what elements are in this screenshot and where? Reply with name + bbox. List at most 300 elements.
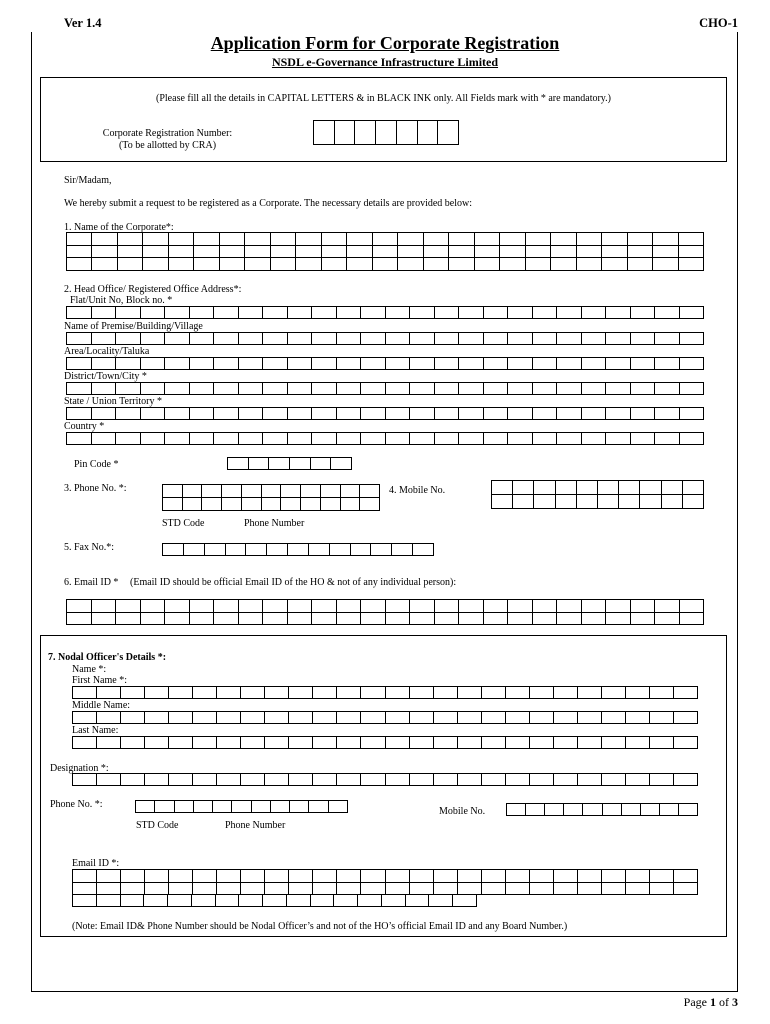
char-box[interactable] — [674, 687, 698, 699]
char-box[interactable] — [92, 233, 117, 246]
char-box[interactable] — [484, 333, 509, 345]
char-box[interactable] — [482, 883, 506, 896]
char-box[interactable] — [410, 408, 435, 420]
char-box[interactable] — [337, 433, 362, 445]
char-box[interactable] — [506, 737, 530, 749]
char-box[interactable] — [533, 408, 558, 420]
char-box[interactable] — [533, 433, 558, 445]
char-box[interactable] — [165, 433, 190, 445]
char-box[interactable] — [513, 495, 534, 509]
char-box[interactable] — [526, 804, 545, 816]
char-box[interactable] — [168, 894, 192, 907]
email-boxes[interactable] — [66, 599, 704, 625]
char-box[interactable] — [92, 333, 117, 345]
char-box[interactable] — [241, 870, 265, 883]
char-box[interactable] — [660, 804, 679, 816]
char-box[interactable] — [680, 358, 705, 370]
char-box[interactable] — [347, 246, 372, 259]
char-box[interactable] — [533, 383, 558, 395]
char-box[interactable] — [141, 433, 166, 445]
char-box[interactable] — [217, 712, 241, 724]
char-box[interactable] — [626, 712, 650, 724]
char-box[interactable] — [554, 774, 578, 786]
char-box[interactable] — [289, 712, 313, 724]
char-box[interactable] — [577, 258, 602, 271]
char-box[interactable] — [97, 894, 121, 907]
char-box[interactable] — [628, 233, 653, 246]
char-box[interactable] — [508, 433, 533, 445]
char-box[interactable] — [312, 433, 337, 445]
char-box[interactable] — [312, 408, 337, 420]
char-box[interactable] — [557, 383, 582, 395]
crn-boxes[interactable] — [313, 120, 459, 145]
char-box[interactable] — [564, 804, 583, 816]
char-box[interactable] — [245, 258, 270, 271]
char-box[interactable] — [263, 433, 288, 445]
char-box[interactable] — [534, 495, 555, 509]
char-box[interactable] — [386, 383, 411, 395]
char-box[interactable] — [193, 737, 217, 749]
char-box[interactable] — [434, 687, 458, 699]
char-box[interactable] — [67, 433, 92, 445]
char-box[interactable] — [214, 358, 239, 370]
char-box[interactable] — [239, 408, 264, 420]
char-box[interactable] — [288, 433, 313, 445]
char-box[interactable] — [508, 358, 533, 370]
char-box[interactable] — [67, 408, 92, 420]
char-box[interactable] — [508, 600, 533, 613]
char-box[interactable] — [679, 233, 704, 246]
char-box[interactable] — [680, 408, 705, 420]
char-box[interactable] — [288, 408, 313, 420]
char-box[interactable] — [392, 544, 413, 556]
char-box[interactable] — [582, 433, 607, 445]
char-box[interactable] — [674, 712, 698, 724]
char-box[interactable] — [312, 333, 337, 345]
char-box[interactable] — [249, 458, 270, 470]
char-box[interactable] — [554, 712, 578, 724]
char-box[interactable] — [602, 737, 626, 749]
char-box[interactable] — [438, 121, 459, 145]
char-box[interactable] — [281, 485, 301, 498]
char-box[interactable] — [484, 408, 509, 420]
char-box[interactable] — [506, 687, 530, 699]
char-box[interactable] — [73, 774, 97, 786]
char-box[interactable] — [530, 737, 554, 749]
char-box[interactable] — [500, 258, 525, 271]
char-box[interactable] — [213, 801, 232, 813]
char-box[interactable] — [263, 333, 288, 345]
char-box[interactable] — [143, 246, 168, 259]
char-box[interactable] — [533, 307, 558, 319]
char-box[interactable] — [435, 358, 460, 370]
char-box[interactable] — [551, 246, 576, 259]
char-box[interactable] — [92, 600, 117, 613]
char-box[interactable] — [413, 544, 434, 556]
char-box[interactable] — [145, 712, 169, 724]
char-box[interactable] — [492, 495, 513, 509]
char-box[interactable] — [386, 613, 411, 626]
char-box[interactable] — [311, 894, 335, 907]
char-box[interactable] — [288, 358, 313, 370]
char-box[interactable] — [492, 481, 513, 495]
char-box[interactable] — [193, 870, 217, 883]
char-box[interactable] — [554, 883, 578, 896]
char-box[interactable] — [97, 712, 121, 724]
char-box[interactable] — [577, 495, 598, 509]
char-box[interactable] — [121, 774, 145, 786]
char-box[interactable] — [435, 383, 460, 395]
char-box[interactable] — [67, 246, 92, 259]
char-box[interactable] — [679, 804, 698, 816]
char-box[interactable] — [650, 687, 674, 699]
char-box[interactable] — [484, 600, 509, 613]
char-box[interactable] — [435, 307, 460, 319]
char-box[interactable] — [312, 383, 337, 395]
char-box[interactable] — [271, 258, 296, 271]
char-box[interactable] — [121, 870, 145, 883]
char-box[interactable] — [557, 613, 582, 626]
char-box[interactable] — [92, 408, 117, 420]
char-box[interactable] — [577, 246, 602, 259]
char-box[interactable] — [650, 870, 674, 883]
char-box[interactable] — [313, 687, 337, 699]
char-box[interactable] — [598, 495, 619, 509]
char-box[interactable] — [631, 358, 656, 370]
middle-name-boxes[interactable] — [72, 711, 698, 724]
char-box[interactable] — [347, 258, 372, 271]
char-box[interactable] — [373, 246, 398, 259]
char-box[interactable] — [175, 801, 194, 813]
char-box[interactable] — [386, 433, 411, 445]
char-box[interactable] — [631, 333, 656, 345]
char-box[interactable] — [262, 498, 282, 511]
char-box[interactable] — [429, 894, 453, 907]
char-box[interactable] — [410, 737, 434, 749]
char-box[interactable] — [73, 712, 97, 724]
char-box[interactable] — [603, 804, 622, 816]
char-box[interactable] — [214, 600, 239, 613]
char-box[interactable] — [116, 333, 141, 345]
char-box[interactable] — [386, 870, 410, 883]
char-box[interactable] — [217, 774, 241, 786]
char-box[interactable] — [386, 687, 410, 699]
char-box[interactable] — [434, 870, 458, 883]
char-box[interactable] — [265, 687, 289, 699]
char-box[interactable] — [263, 383, 288, 395]
char-box[interactable] — [322, 258, 347, 271]
char-box[interactable] — [556, 495, 577, 509]
char-box[interactable] — [582, 600, 607, 613]
char-box[interactable] — [397, 121, 418, 145]
char-box[interactable] — [655, 383, 680, 395]
char-box[interactable] — [434, 737, 458, 749]
char-box[interactable] — [337, 600, 362, 613]
char-box[interactable] — [482, 774, 506, 786]
char-box[interactable] — [435, 408, 460, 420]
char-box[interactable] — [165, 383, 190, 395]
char-box[interactable] — [386, 333, 411, 345]
char-box[interactable] — [533, 600, 558, 613]
char-box[interactable] — [263, 408, 288, 420]
char-box[interactable] — [386, 600, 411, 613]
char-box[interactable] — [288, 383, 313, 395]
char-box[interactable] — [606, 600, 631, 613]
char-box[interactable] — [313, 774, 337, 786]
char-box[interactable] — [245, 233, 270, 246]
char-box[interactable] — [193, 774, 217, 786]
char-box[interactable] — [288, 600, 313, 613]
char-box[interactable] — [631, 408, 656, 420]
char-box[interactable] — [626, 870, 650, 883]
char-box[interactable] — [136, 801, 155, 813]
char-box[interactable] — [193, 687, 217, 699]
char-box[interactable] — [334, 894, 358, 907]
char-box[interactable] — [508, 307, 533, 319]
char-box[interactable] — [116, 358, 141, 370]
char-box[interactable] — [163, 485, 183, 498]
char-box[interactable] — [322, 233, 347, 246]
char-box[interactable] — [582, 408, 607, 420]
char-box[interactable] — [626, 883, 650, 896]
char-box[interactable] — [222, 485, 242, 498]
char-box[interactable] — [459, 408, 484, 420]
char-box[interactable] — [145, 870, 169, 883]
country-boxes[interactable] — [66, 432, 704, 445]
char-box[interactable] — [459, 383, 484, 395]
char-box[interactable] — [410, 358, 435, 370]
char-box[interactable] — [631, 433, 656, 445]
char-box[interactable] — [484, 358, 509, 370]
char-box[interactable] — [458, 737, 482, 749]
char-box[interactable] — [73, 894, 97, 907]
char-box[interactable] — [453, 894, 477, 907]
char-box[interactable] — [121, 687, 145, 699]
char-box[interactable] — [606, 383, 631, 395]
char-box[interactable] — [650, 737, 674, 749]
char-box[interactable] — [67, 613, 92, 626]
char-box[interactable] — [214, 307, 239, 319]
char-box[interactable] — [67, 233, 92, 246]
district-boxes[interactable] — [66, 382, 704, 395]
char-box[interactable] — [578, 883, 602, 896]
char-box[interactable] — [252, 801, 271, 813]
state-boxes[interactable] — [66, 407, 704, 420]
char-box[interactable] — [530, 774, 554, 786]
char-box[interactable] — [410, 870, 434, 883]
char-box[interactable] — [653, 258, 678, 271]
char-box[interactable] — [239, 358, 264, 370]
nodal-mobile-boxes[interactable] — [506, 803, 698, 816]
char-box[interactable] — [680, 600, 705, 613]
char-box[interactable] — [263, 600, 288, 613]
char-box[interactable] — [606, 333, 631, 345]
char-box[interactable] — [205, 544, 226, 556]
char-box[interactable] — [337, 870, 361, 883]
char-box[interactable] — [458, 687, 482, 699]
char-box[interactable] — [241, 774, 265, 786]
char-box[interactable] — [683, 495, 704, 509]
char-box[interactable] — [242, 485, 262, 498]
char-box[interactable] — [220, 233, 245, 246]
char-box[interactable] — [313, 712, 337, 724]
char-box[interactable] — [217, 687, 241, 699]
corporate-name-boxes[interactable] — [66, 232, 704, 271]
char-box[interactable] — [577, 233, 602, 246]
char-box[interactable] — [602, 883, 626, 896]
char-box[interactable] — [118, 246, 143, 259]
char-box[interactable] — [337, 307, 362, 319]
char-box[interactable] — [530, 870, 554, 883]
char-box[interactable] — [92, 433, 117, 445]
char-box[interactable] — [361, 774, 385, 786]
char-box[interactable] — [418, 121, 439, 145]
char-box[interactable] — [578, 687, 602, 699]
char-box[interactable] — [155, 801, 174, 813]
char-box[interactable] — [143, 233, 168, 246]
char-box[interactable] — [337, 774, 361, 786]
char-box[interactable] — [239, 894, 263, 907]
char-box[interactable] — [241, 712, 265, 724]
char-box[interactable] — [169, 712, 193, 724]
char-box[interactable] — [577, 481, 598, 495]
char-box[interactable] — [145, 774, 169, 786]
char-box[interactable] — [335, 121, 356, 145]
char-box[interactable] — [640, 481, 661, 495]
char-box[interactable] — [313, 870, 337, 883]
char-box[interactable] — [506, 712, 530, 724]
char-box[interactable] — [141, 408, 166, 420]
char-box[interactable] — [435, 433, 460, 445]
designation-boxes[interactable] — [72, 773, 698, 786]
char-box[interactable] — [582, 358, 607, 370]
char-box[interactable] — [530, 687, 554, 699]
char-box[interactable] — [322, 246, 347, 259]
char-box[interactable] — [118, 233, 143, 246]
char-box[interactable] — [288, 544, 309, 556]
char-box[interactable] — [337, 383, 362, 395]
nodal-email-boxes-row3[interactable] — [72, 894, 477, 907]
char-box[interactable] — [214, 433, 239, 445]
char-box[interactable] — [556, 481, 577, 495]
char-box[interactable] — [482, 737, 506, 749]
char-box[interactable] — [680, 433, 705, 445]
char-box[interactable] — [500, 246, 525, 259]
char-box[interactable] — [337, 687, 361, 699]
char-box[interactable] — [145, 737, 169, 749]
nodal-phone-boxes[interactable] — [135, 800, 348, 813]
char-box[interactable] — [337, 358, 362, 370]
char-box[interactable] — [361, 613, 386, 626]
char-box[interactable] — [653, 233, 678, 246]
nodal-email-boxes[interactable] — [72, 869, 698, 895]
char-box[interactable] — [263, 613, 288, 626]
char-box[interactable] — [226, 544, 247, 556]
char-box[interactable] — [602, 712, 626, 724]
char-box[interactable] — [513, 481, 534, 495]
char-box[interactable] — [67, 600, 92, 613]
char-box[interactable] — [507, 804, 526, 816]
char-box[interactable] — [655, 613, 680, 626]
char-box[interactable] — [228, 458, 249, 470]
char-box[interactable] — [214, 613, 239, 626]
char-box[interactable] — [655, 307, 680, 319]
char-box[interactable] — [165, 613, 190, 626]
char-box[interactable] — [435, 600, 460, 613]
char-box[interactable] — [165, 333, 190, 345]
char-box[interactable] — [301, 498, 321, 511]
char-box[interactable] — [192, 894, 216, 907]
char-box[interactable] — [619, 495, 640, 509]
char-box[interactable] — [406, 894, 430, 907]
char-box[interactable] — [271, 801, 290, 813]
char-box[interactable] — [506, 774, 530, 786]
char-box[interactable] — [386, 737, 410, 749]
char-box[interactable] — [606, 408, 631, 420]
char-box[interactable] — [311, 458, 332, 470]
char-box[interactable] — [265, 870, 289, 883]
char-box[interactable] — [475, 233, 500, 246]
char-box[interactable] — [506, 870, 530, 883]
char-box[interactable] — [508, 383, 533, 395]
char-box[interactable] — [73, 687, 97, 699]
char-box[interactable] — [330, 544, 351, 556]
char-box[interactable] — [500, 233, 525, 246]
char-box[interactable] — [650, 883, 674, 896]
char-box[interactable] — [67, 307, 92, 319]
char-box[interactable] — [602, 687, 626, 699]
char-box[interactable] — [557, 600, 582, 613]
char-box[interactable] — [241, 687, 265, 699]
char-box[interactable] — [220, 258, 245, 271]
char-box[interactable] — [118, 258, 143, 271]
char-box[interactable] — [674, 774, 698, 786]
char-box[interactable] — [484, 383, 509, 395]
char-box[interactable] — [662, 481, 683, 495]
char-box[interactable] — [321, 498, 341, 511]
char-box[interactable] — [482, 687, 506, 699]
char-box[interactable] — [410, 333, 435, 345]
char-box[interactable] — [361, 408, 386, 420]
char-box[interactable] — [373, 258, 398, 271]
char-box[interactable] — [190, 408, 215, 420]
char-box[interactable] — [602, 870, 626, 883]
char-box[interactable] — [165, 600, 190, 613]
char-box[interactable] — [449, 246, 474, 259]
char-box[interactable] — [449, 233, 474, 246]
char-box[interactable] — [640, 495, 661, 509]
char-box[interactable] — [458, 870, 482, 883]
char-box[interactable] — [484, 433, 509, 445]
char-box[interactable] — [288, 307, 313, 319]
char-box[interactable] — [312, 600, 337, 613]
char-box[interactable] — [265, 737, 289, 749]
char-box[interactable] — [606, 613, 631, 626]
char-box[interactable] — [628, 258, 653, 271]
char-box[interactable] — [141, 613, 166, 626]
char-box[interactable] — [190, 383, 215, 395]
char-box[interactable] — [602, 774, 626, 786]
char-box[interactable] — [679, 258, 704, 271]
char-box[interactable] — [475, 258, 500, 271]
char-box[interactable] — [194, 233, 219, 246]
char-box[interactable] — [288, 613, 313, 626]
char-box[interactable] — [355, 121, 376, 145]
char-box[interactable] — [193, 712, 217, 724]
char-box[interactable] — [582, 333, 607, 345]
char-box[interactable] — [337, 613, 362, 626]
char-box[interactable] — [222, 498, 242, 511]
